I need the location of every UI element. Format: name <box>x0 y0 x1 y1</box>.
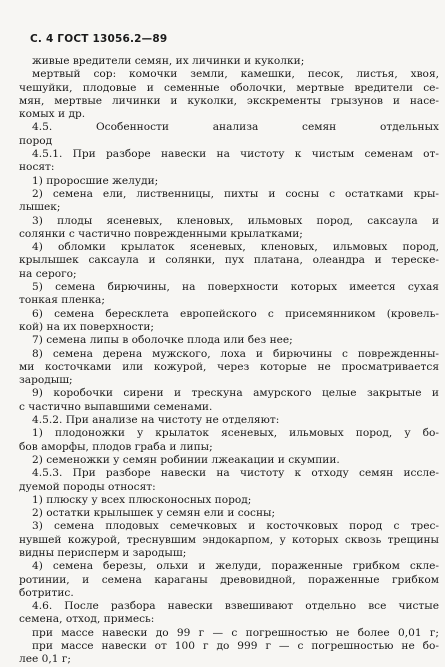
text-line: ротинии, и семена караганы древовидной, пораженные грибком <box>19 573 439 586</box>
text-line: 3) семена плодовых семечковых и косточковых пород с трес- <box>32 520 439 533</box>
text-line: мян, мертвые личинки и куколки, экскременты грызунов и насе- <box>19 94 439 107</box>
text-line: лее 0,1 г; <box>19 653 71 666</box>
text-line: 4.6. После разбора навески взвешивают отдельно все чистые <box>32 600 439 613</box>
text-line: с частично выпавшими семенами. <box>19 400 213 413</box>
text-line: комых и др. <box>19 108 86 121</box>
text-line: 2) семеножки у семян робинии лжеакации и скумпии. <box>32 453 340 466</box>
text-line: зародыш; <box>19 374 73 387</box>
text-line: дуемой породы относят: <box>19 480 156 493</box>
text-line: 4) семена березы, ольхи и желуди, пораженные грибком скле- <box>32 560 439 573</box>
text-line: живые вредители семян, их личинки и куколки; <box>32 55 305 67</box>
text-line: 4.5.3. При разборе навески на чистоту к отходу семян иссле- <box>32 467 439 480</box>
text-line: на серого; <box>19 267 77 280</box>
text-line: нувшей кожурой, треснувшим эндокарпом, у которых сквозь трещины <box>19 533 439 546</box>
text-line: при массе навески от 100 г до 999 г — с погрешностью не бо- <box>32 640 439 653</box>
text-line: 7) семена липы в оболочке плода или без нее; <box>32 334 293 347</box>
text-line: семена, отход, примесь: <box>19 613 155 626</box>
text-line: 1) плодоножки у крылаток ясеневых, ильмовых пород, у бо- <box>32 427 439 440</box>
text-line: чешуйки, плодовые и семенные оболочки, мертвые вредители се- <box>19 81 439 94</box>
text-line: 4.5.1. При разборе навески на чистоту к чистым семенам от- <box>32 148 439 161</box>
text-line: лышек; <box>19 201 61 214</box>
text-line: носят: <box>19 161 55 174</box>
text-line: 9) коробочки сирени и трескуна амурского целые закрытые и <box>32 387 439 400</box>
text-line: 3) плоды ясеневых, кленовых, ильмовых пород, саксаула и <box>32 214 439 227</box>
text-line: 2) остатки крылышек у семян ели и сосны; <box>32 507 276 520</box>
text-line: 4.5. Особенности анализа семян отдельных <box>32 121 439 134</box>
text-line: солянки с частично поврежденными крылатками; <box>19 227 303 240</box>
text-line: 4.5.2. При анализе на чистоту не отделяют: <box>32 414 280 427</box>
text-line: 8) семена дерена мужского, лоха и бирючины с поврежденны- <box>32 347 439 360</box>
text-line: крылышек саксаула и солянки, пух платана, олеандра и тереске- <box>19 254 439 267</box>
document-body <box>19 55 439 667</box>
text-line: 6) семена бересклета европейского с присемянником (кровель- <box>32 307 439 320</box>
text-line: пород <box>19 134 53 147</box>
text-line: ми косточками или кожурой, через которые не просматривается <box>19 360 439 373</box>
text-line: 4) обломки крылаток ясеневых, кленовых, ильмовых пород, <box>32 241 439 254</box>
text-line: видны перисперм и зародыш; <box>19 546 187 559</box>
text-line: 2) семена ели, лиственницы, пихты и сосны с остатками кры- <box>32 187 439 200</box>
text-line: 5) семена бирючины, на поверхности которых имеется сухая <box>32 281 439 294</box>
text-line: тонкая пленка; <box>19 294 105 307</box>
text-line: при массе навески до 99 г — с погрешностью не более 0,01 г; <box>32 626 439 639</box>
text-line: ботритис. <box>19 586 74 599</box>
page-header: С. 4 ГОСТ 13056.2—89 <box>30 33 168 45</box>
text-line: 1) проросшие желуди; <box>32 174 159 187</box>
text-line: 1) плюску у всех плюсконосных пород; <box>32 493 252 506</box>
text-line: мертвый сор: комочки земли, камешки, песок, листья, хвоя, <box>32 68 439 81</box>
text-line: кой) на их поверхности; <box>19 320 154 333</box>
text-line: бов аморфы, плодов граба и липы; <box>19 440 213 453</box>
